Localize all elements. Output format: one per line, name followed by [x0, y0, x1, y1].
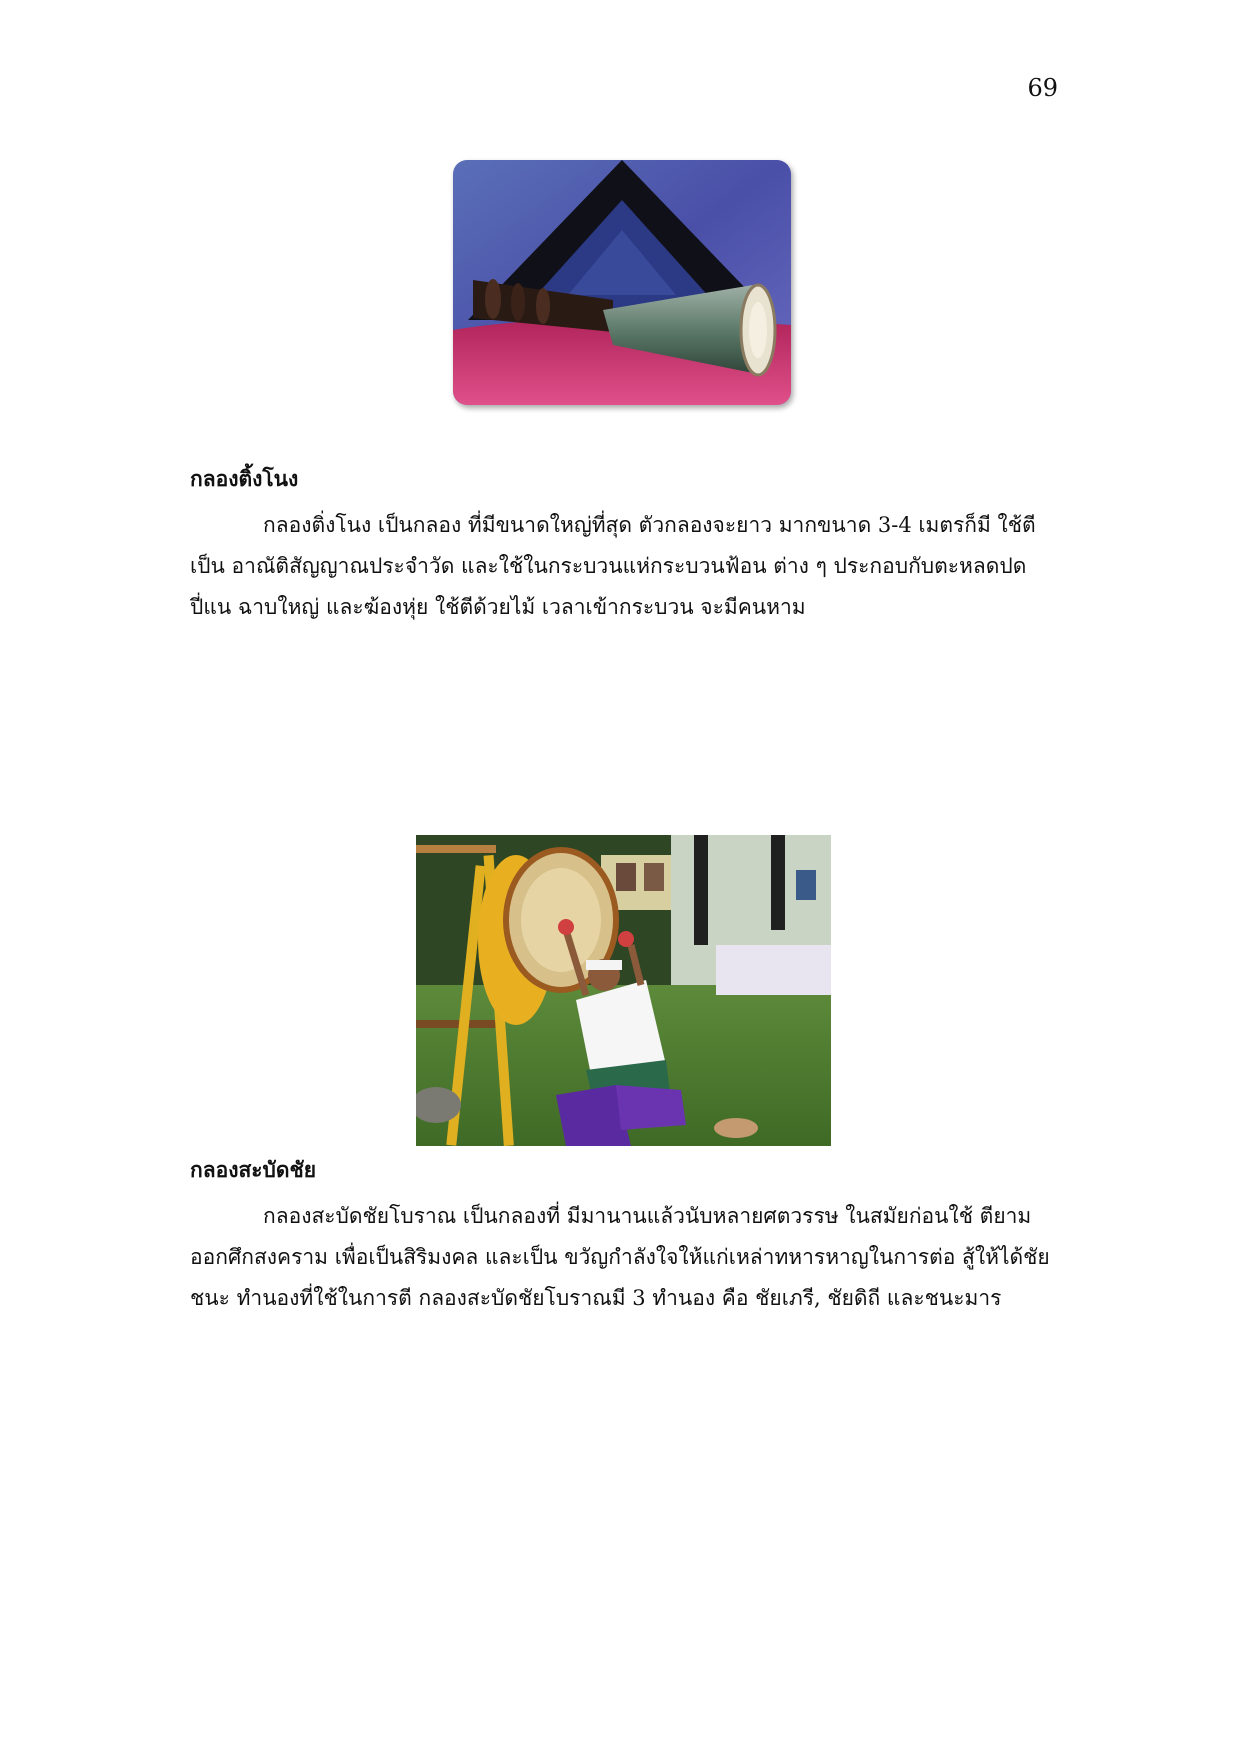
section-heading-sabat-chai: กลองสะบัดชัย [190, 1157, 317, 1182]
section-heading-ting-nong: กลองติ้งโนง [190, 466, 299, 491]
page-number: 69 [1027, 74, 1058, 102]
section-paragraph-sabat-chai [190, 1196, 1058, 1319]
paragraph-line: กลองติ่งโนง เป็นกลอง ที่มีขนาดใหญ่ที่สุด ตัวกลองจะยาว มากขนาด 3-4 เมตรก็มี ใช้ตี [263, 513, 1036, 537]
drummer-photo [416, 835, 831, 1146]
paragraph-line: ปี่แน ฉาบใหญ่ และฆ้องหุ่ย ใช้ตีด้วยไม้ เวลาเข้ากระบวน จะมีคนหาม [190, 595, 806, 619]
paragraph-line: กลองสะบัดชัยโบราณ เป็นกลองที่ มีมานานแล้วนับหลายศตวรรษ ในสมัยก่อนใช้ ตียาม [263, 1204, 1032, 1228]
paragraph-line: ชนะ ทำนองที่ใช้ในการตี กลองสะบัดชัยโบราณมี 3 ทำนอง คือ ชัยเภรี, ชัยดิถี และชนะมาร [190, 1286, 1002, 1310]
section-paragraph-ting-nong [190, 505, 1058, 628]
long-drum-photo [453, 160, 791, 405]
paragraph-line: เป็น อาณัติสัญญาณประจำวัด และใช้ในกระบวนแห่กระบวนฟ้อน ต่าง ๆ ประกอบกับตะหลดปด [190, 554, 1027, 578]
paragraph-line: ออกศึกสงคราม เพื่อเป็นสิริมงคล และเป็น ขวัญกำลังใจให้แก่เหล่าทหารหาญในการต่อ สู้ให้ได้ชัย [190, 1245, 1050, 1269]
